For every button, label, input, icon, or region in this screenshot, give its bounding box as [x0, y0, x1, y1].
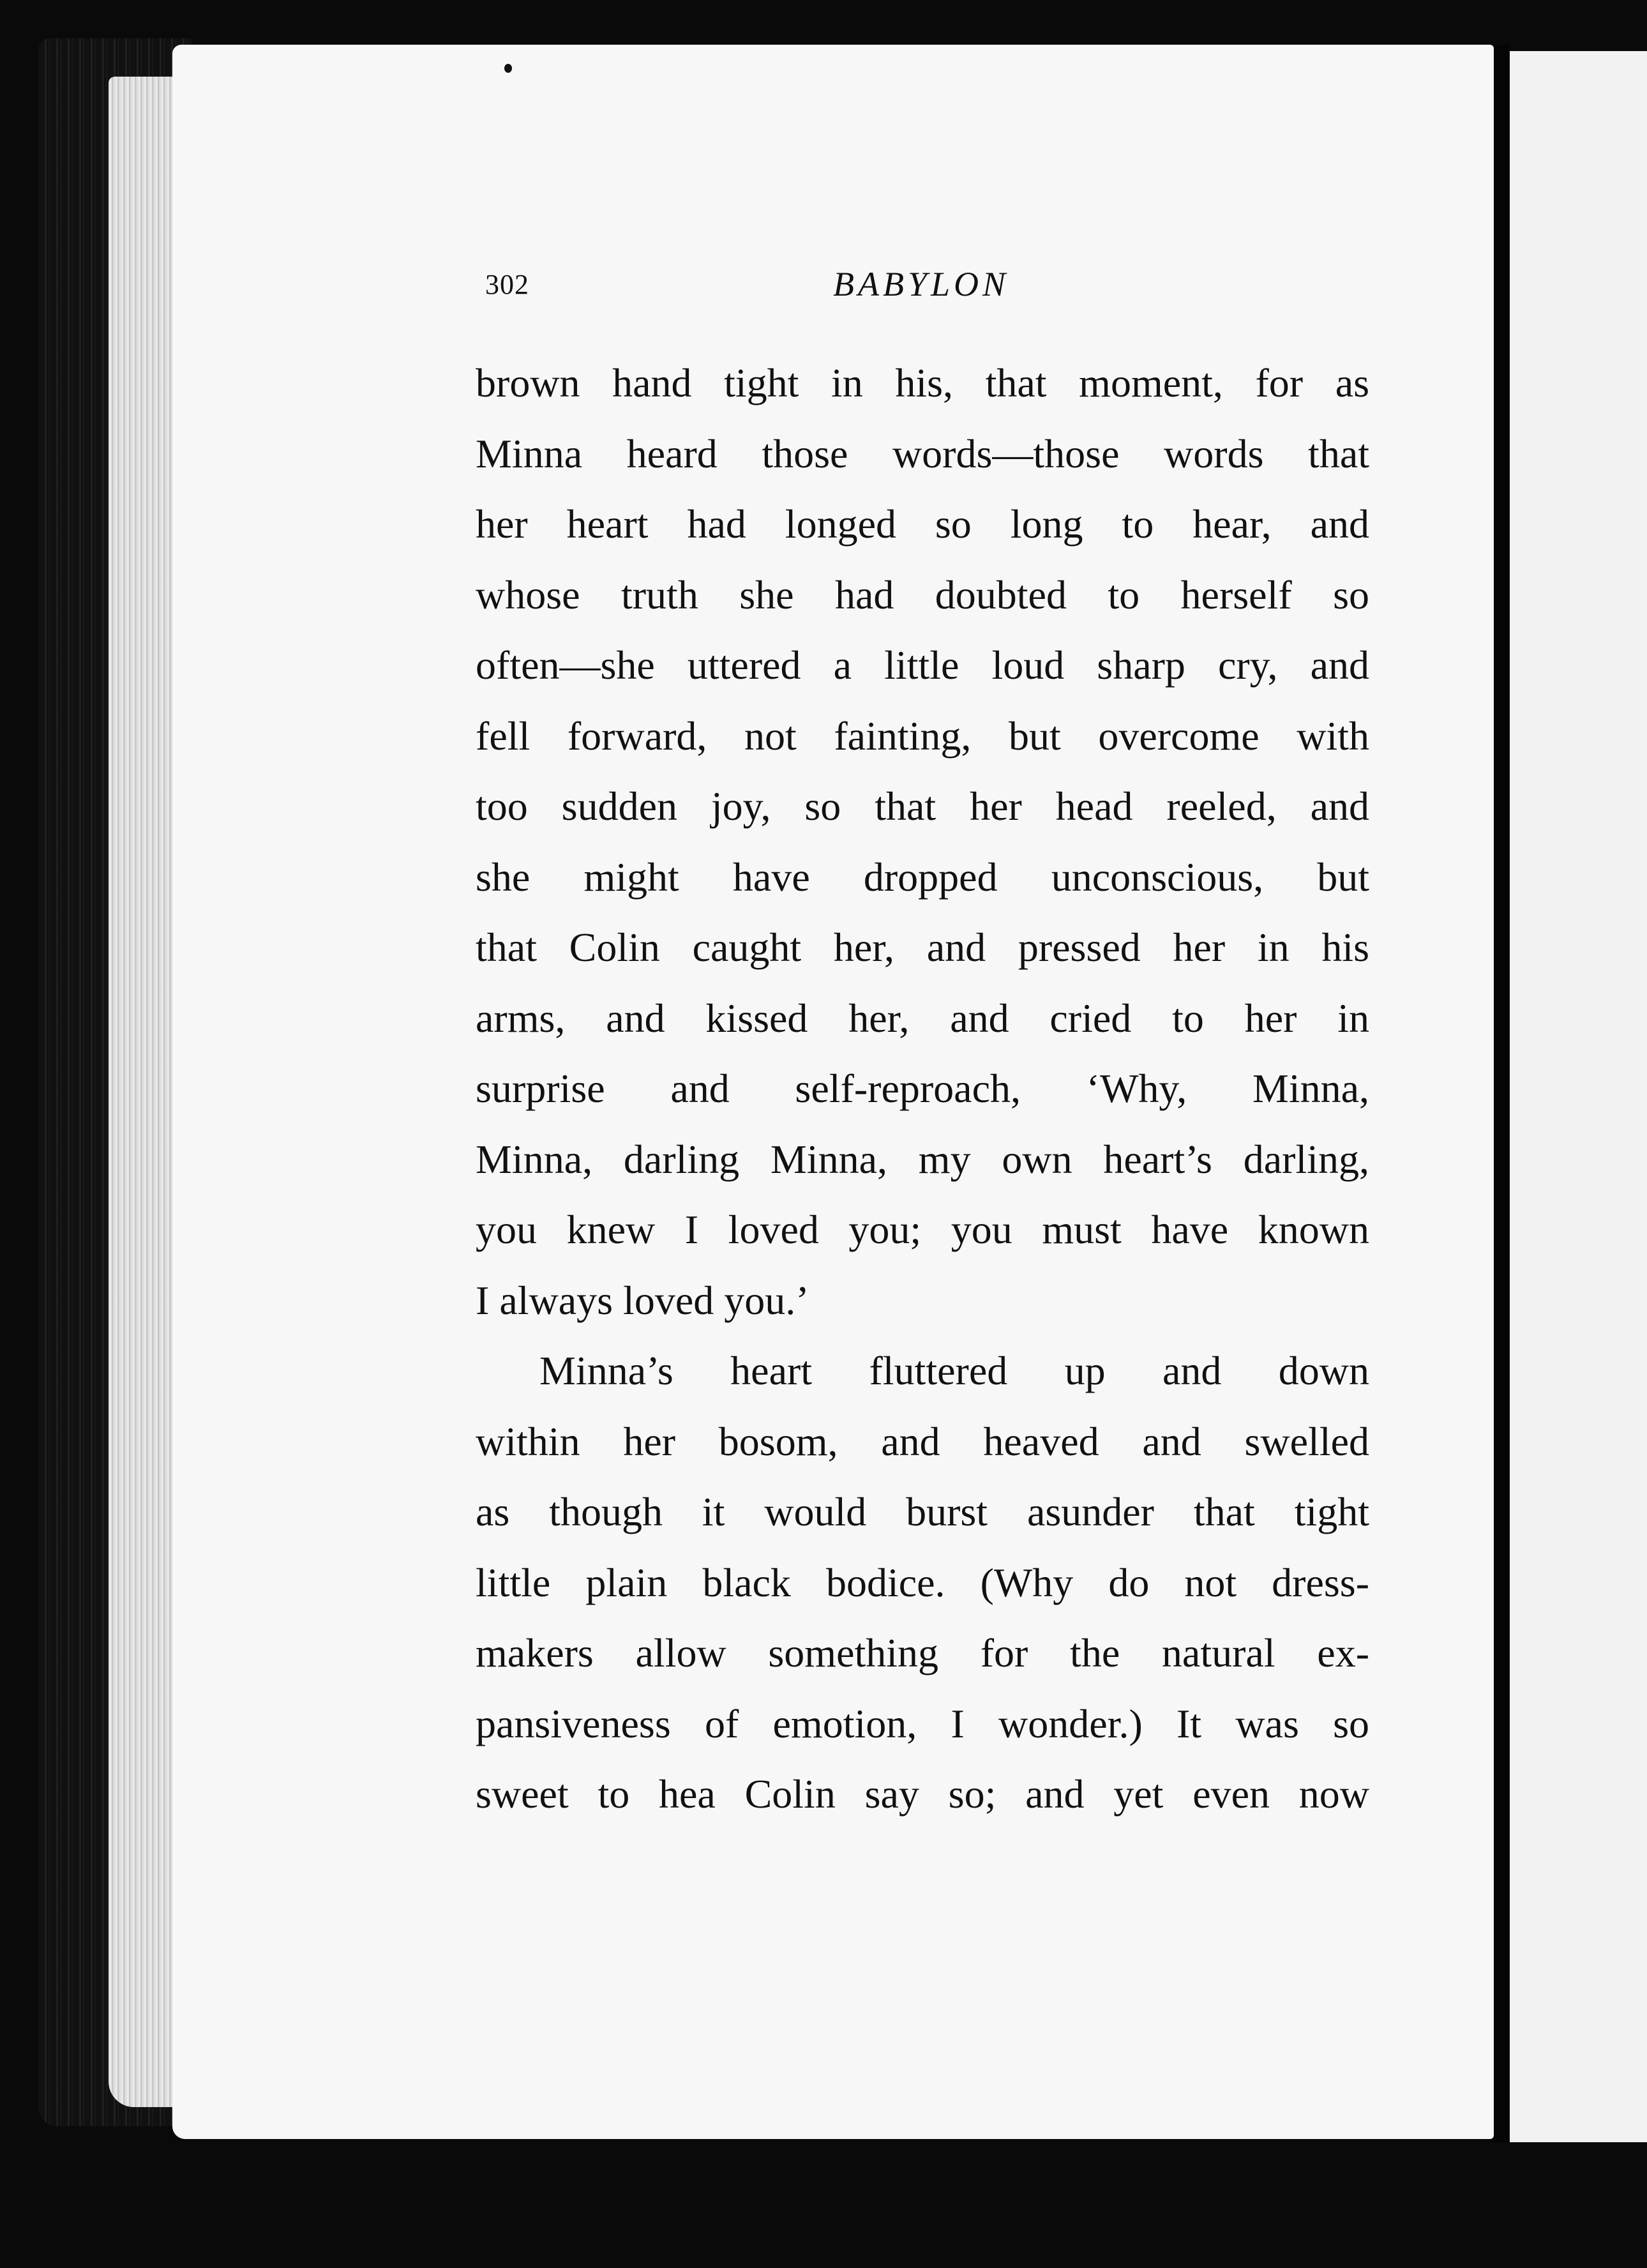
text-line: I always loved you.’	[476, 1277, 809, 1323]
text-line: arms, and kissed her, and cried to her in	[476, 995, 1369, 1041]
text-line: her heart had longed so long to hear, and	[476, 501, 1369, 547]
text-line: she might have dropped unconscious, but	[476, 854, 1369, 900]
text-line: makers allow something for the natural ex-	[476, 1630, 1369, 1675]
text-line: too sudden joy, so that her head reeled, and	[476, 783, 1369, 829]
text-line: you knew I loved you; you must have known	[476, 1207, 1369, 1252]
text-line: that Colin caught her, and pressed her in his	[476, 925, 1369, 970]
text-line: often—she uttered a little loud sharp cry, and	[476, 642, 1369, 688]
running-title: BABYLON	[833, 265, 1010, 303]
text-line: Minna, darling Minna, my own heart’s darling,	[476, 1136, 1369, 1182]
text-line: sweet to hea Colin say so; and yet even now	[476, 1771, 1369, 1817]
text-line: surprise and self-reproach, ‘Why, Minna,	[476, 1066, 1369, 1111]
ink-speck	[504, 64, 512, 73]
adjacent-page	[1510, 51, 1647, 2158]
text-line: as though it would burst asunder that tight	[476, 1489, 1369, 1534]
page-number: 302	[485, 269, 529, 300]
text-line: whose truth she had doubted to herself so	[476, 571, 1369, 617]
text-line: little plain black bodice. (Why do not dress-	[476, 1559, 1369, 1605]
text-line: brown hand tight in his, that moment, for as	[476, 360, 1369, 405]
text-line: fell forward, not fainting, but overcome with	[476, 713, 1369, 759]
scan-bottom-margin	[0, 2142, 1647, 2268]
running-head	[485, 265, 1347, 306]
text-line: Minna heard those words—those words that	[476, 430, 1369, 476]
text-line: Minna’s heart fluttered up and down	[539, 1348, 1369, 1393]
book-page-stack	[109, 77, 179, 2107]
text-line: within her bosom, and heaved and swelled	[476, 1418, 1369, 1464]
text-line: pansiveness of emotion, I wonder.) It was so	[476, 1700, 1369, 1746]
body-text	[476, 348, 1369, 1830]
